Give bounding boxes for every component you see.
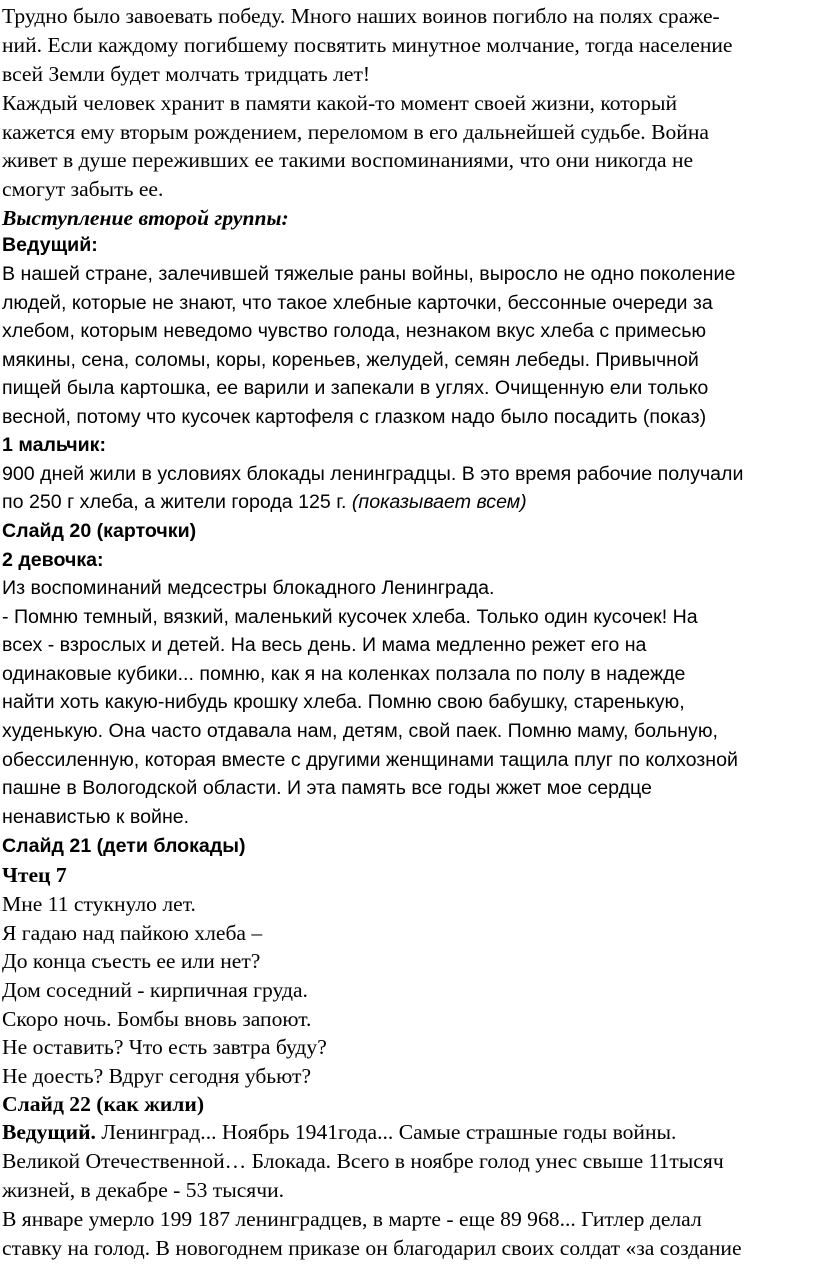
intro-line: живет в душе переживших ее такими воспоминаниями, что они никогда не bbox=[2, 148, 694, 172]
girl2-text-line: - Помню темный, вязкий, маленький кусочек хлеба. Только один кусочек! На bbox=[2, 606, 698, 628]
girl2-text-line: пашне в Вологодской области. И эта память все годы жжет мое сердце bbox=[2, 777, 652, 799]
host-text-line: хлебом, которым неведомо чувство голода, незнаком вкус хлеба с примесью bbox=[2, 320, 707, 342]
girl2-label: 2 девочка: bbox=[2, 549, 104, 571]
poem-line: Я гадаю над пайкою хлеба – bbox=[2, 921, 263, 945]
girl2-text-line: худенькую. Она часто отдавала нам, детям, свой паек. Помню маму, больную, bbox=[2, 720, 718, 742]
boy1-text-line: 900 дней жили в условиях блокады ленинградцы. В это время рабочие получали bbox=[2, 463, 744, 485]
host2-text-line: Великой Отечественной… Блокада. Всего в ноябре голод унес свыше 11тысяч bbox=[2, 1149, 724, 1173]
poem-line: Мне 11 стукнуло лет. bbox=[2, 892, 196, 916]
host2-text-line bbox=[2, 1120, 676, 1145]
poem-line: Дом соседний - кирпичная груда. bbox=[2, 978, 308, 1002]
host-label: Ведущий: bbox=[2, 234, 98, 256]
poem-line: Не доесть? Вдруг сегодня убьют? bbox=[2, 1064, 312, 1088]
girl2-text-line: всех - взрослых и детей. На весь день. И мама медленно режет его на bbox=[2, 634, 647, 656]
host-text-line: весной, потому что кусочек картофеля с глазком надо было посадить (показ) bbox=[2, 406, 707, 428]
host2-text-line: В январе умерло 199 187 ленинградцев, в марте - еще 89 968... Гитлер делал bbox=[2, 1207, 702, 1231]
girl2-text-line: найти хоть какую-нибудь крошку хлеба. Помню свою бабушку, старенькую, bbox=[2, 691, 685, 713]
host-text-line: пищей была картошка, ее варили и запекали в углях. Очищенную ели только bbox=[2, 377, 709, 399]
group2-heading: Выступление второй группы: bbox=[2, 206, 289, 230]
poem-line: Не оставить? Что есть завтра буду? bbox=[2, 1035, 327, 1059]
intro-line: Каждый человек хранит в памяти какой-то момент своей жизни, который bbox=[2, 91, 678, 115]
poem-line: Скоро ночь. Бомбы вновь запоют. bbox=[2, 1007, 312, 1031]
intro-line: кажется ему вторым рождением, переломом в его дальнейшей судьбе. Война bbox=[2, 120, 709, 144]
host2-text-line: ставку на голод. В новогоднем приказе он благодарил своих солдат «за создание bbox=[2, 1236, 742, 1260]
poem-line: До конца съесть ее или нет? bbox=[2, 949, 261, 973]
girl2-text-line: ненавистью к войне. bbox=[2, 806, 190, 828]
host-label: Ведущий. bbox=[2, 1120, 96, 1144]
girl2-text-line: обессиленную, которая вместе с другими женщинами тащила плуг по колхозной bbox=[2, 749, 738, 771]
girl2-text-line: одинаковые кубики... помню, как я на коленках ползала по полу в надежде bbox=[2, 663, 686, 685]
reader7-label: Чтец 7 bbox=[2, 863, 67, 887]
slide-22-heading: Слайд 22 (как жили) bbox=[2, 1092, 205, 1116]
intro-line: всей Земли будет молчать тридцать лет! bbox=[2, 62, 371, 86]
boy1-text-main: по 250 г хлеба, а жители города 125 г. bbox=[2, 491, 352, 513]
intro-line: смогут забыть ее. bbox=[2, 177, 164, 201]
host2-text-main: Ленинград... Ноябрь 1941года... Самые страшные годы войны. bbox=[95, 1120, 677, 1144]
slide-21-heading: Слайд 21 (дети блокады) bbox=[2, 835, 246, 857]
intro-line: ний. Если каждому погибшему посвятить минутное молчание, тогда население bbox=[2, 33, 733, 57]
boy1-label: 1 мальчик: bbox=[2, 434, 106, 456]
intro-line: Трудно было завоевать победу. Много наших воинов погибло на полях сраже- bbox=[2, 4, 720, 28]
stage-direction: (показывает всем) bbox=[351, 491, 527, 513]
host-text-line: людей, которые не знают, что такое хлебные карточки, бессонные очереди за bbox=[2, 292, 713, 314]
girl2-text-line: Из воспоминаний медсестры блокадного Ленинграда. bbox=[2, 577, 495, 599]
host-text-line: В нашей стране, залечившей тяжелые раны войны, выросло не одно поколение bbox=[2, 263, 736, 285]
slide-20-heading: Слайд 20 (карточки) bbox=[2, 520, 197, 542]
host-text-line: мякины, сена, соломы, коры, кореньев, желудей, семян лебеды. Привычной bbox=[2, 349, 699, 371]
boy1-text-line bbox=[2, 491, 527, 514]
host2-text-line: жизней, в декабре - 53 тысячи. bbox=[2, 1178, 285, 1202]
